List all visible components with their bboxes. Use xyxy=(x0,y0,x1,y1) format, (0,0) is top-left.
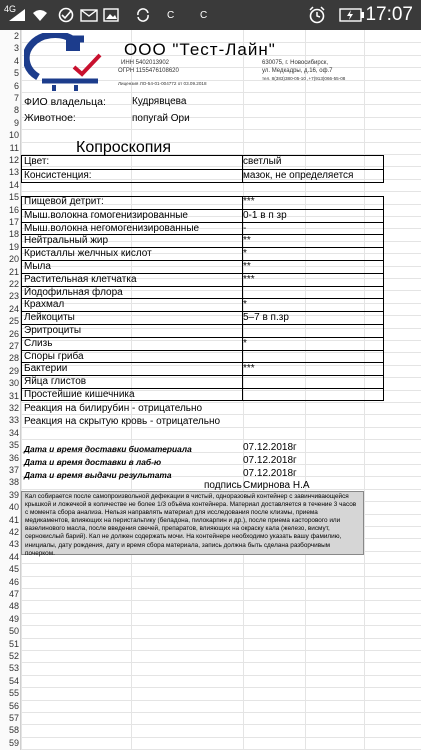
company-inn: ИНН 5402013902 xyxy=(121,60,170,66)
bilirubin-reaction: Реакция на билирубин - отрицательно xyxy=(24,403,203,414)
date-label: Дата и время доставки биоматериала xyxy=(24,444,192,454)
row-number[interactable]: 26 xyxy=(8,328,19,339)
spreadsheet[interactable] xyxy=(0,30,421,750)
result-value[interactable]: *** xyxy=(243,363,255,375)
row-number[interactable]: 48 xyxy=(8,601,19,612)
row-number[interactable]: 37 xyxy=(8,465,19,475)
animal-label: Животное: xyxy=(24,112,76,124)
date-value[interactable]: 07.12.2018г xyxy=(243,468,297,479)
company-address-line2: ул. Медкадры, д.16, оф.7 xyxy=(262,68,333,74)
row-number[interactable]: 16 xyxy=(8,204,19,215)
row-gridline xyxy=(21,687,421,688)
result-value[interactable]: * xyxy=(243,299,247,311)
table-row xyxy=(21,286,384,299)
row-number[interactable]: 7 xyxy=(13,93,19,103)
row-number[interactable]: 4 xyxy=(13,55,19,66)
wifi-icon xyxy=(32,0,48,30)
result-label: Простейшие кишечника xyxy=(24,389,135,400)
color-value[interactable]: светлый xyxy=(243,156,282,167)
row-gridline xyxy=(21,625,421,626)
row-number[interactable]: 50 xyxy=(8,626,19,637)
result-value[interactable]: *** xyxy=(243,273,255,285)
row-number[interactable]: 34 xyxy=(8,427,19,438)
clock: 17:07 xyxy=(365,4,413,25)
row-number[interactable]: 6 xyxy=(13,80,19,91)
company-phone: тел. 8(383)380-05-10 ,+7(913)066-55-08 xyxy=(262,76,346,81)
row-gridline xyxy=(21,576,421,577)
table-row xyxy=(21,222,384,235)
result-value[interactable]: *** xyxy=(243,196,255,207)
page-title: Копроскопия xyxy=(76,139,172,156)
owner-label: ФИО владельца: xyxy=(24,96,106,108)
row-gridline xyxy=(21,129,421,130)
result-label: Слизь xyxy=(24,337,53,349)
mail-icon xyxy=(80,0,98,30)
sberbank-icon xyxy=(58,0,74,30)
company-ogrn: ОГРН 1155476108620 xyxy=(118,68,179,74)
table-row xyxy=(21,350,384,363)
company-address-line1: 630075, г. Новосибирск, xyxy=(262,60,329,66)
row-gridline xyxy=(21,600,421,601)
owner-value[interactable]: Кудрявцева xyxy=(132,96,187,107)
row-number[interactable]: 3 xyxy=(13,43,19,54)
row-number[interactable]: 22 xyxy=(8,279,19,289)
row-gridline xyxy=(21,675,421,676)
row-number[interactable]: 20 xyxy=(8,254,19,265)
row-number[interactable]: 40 xyxy=(8,502,19,513)
row-number[interactable]: 19 xyxy=(8,241,19,252)
battery-icon xyxy=(339,0,365,30)
row-number[interactable]: 29 xyxy=(8,365,19,376)
row-number[interactable]: 24 xyxy=(8,303,19,314)
row-gridline xyxy=(21,662,421,663)
table-row xyxy=(21,324,384,337)
row-gridline xyxy=(21,117,421,118)
c-icon: C xyxy=(200,9,208,21)
company-license: Лицензия ЛО-54-01-004772 от 03.09.2018 xyxy=(118,81,207,86)
result-label: Яйца глистов xyxy=(24,376,87,388)
row-number[interactable]: 31 xyxy=(8,390,19,401)
consistency-value[interactable]: мазок, не определяется xyxy=(243,170,354,181)
table-row xyxy=(21,196,384,209)
company-logo-icon xyxy=(24,33,120,93)
row-number[interactable]: 45 xyxy=(8,564,19,575)
row-number[interactable]: 27 xyxy=(8,341,19,351)
table-row xyxy=(21,362,384,375)
table-row xyxy=(21,311,384,324)
table-row xyxy=(21,298,384,311)
row-number[interactable]: 44 xyxy=(8,551,19,562)
table-row xyxy=(21,388,384,401)
c-icon: C xyxy=(167,9,175,21)
table-row xyxy=(21,273,384,286)
color-label: Цвет: xyxy=(24,156,50,167)
row-number[interactable]: 53 xyxy=(8,663,19,674)
result-label: Лейкоциты xyxy=(24,312,75,324)
row-number[interactable]: 2 xyxy=(13,31,19,41)
result-label: Мыш.волокна негомогенизированные xyxy=(24,222,200,234)
row-number[interactable]: 23 xyxy=(8,291,19,302)
row-number[interactable]: 11 xyxy=(9,142,19,153)
table-row xyxy=(21,375,384,388)
result-label: Кристаллы желчных кислот xyxy=(24,248,152,260)
row-number[interactable]: 55 xyxy=(8,688,19,699)
row-number[interactable]: 38 xyxy=(8,477,19,488)
signature-value[interactable]: Смирнова Н.А xyxy=(243,480,310,491)
row-number[interactable]: 30 xyxy=(8,378,19,389)
date-label: Дата и время доставки в лаб-ю xyxy=(24,457,162,467)
row-number[interactable]: 41 xyxy=(8,514,19,525)
result-label: Нейтральный жир xyxy=(24,235,109,247)
row-number[interactable]: 39 xyxy=(8,489,19,500)
row-gridline xyxy=(21,650,421,651)
row-number[interactable]: 18 xyxy=(8,229,19,240)
row-number[interactable]: 58 xyxy=(8,725,19,736)
row-number[interactable]: 28 xyxy=(8,353,19,364)
row-number[interactable]: 25 xyxy=(8,316,19,327)
row-number[interactable]: 52 xyxy=(8,651,19,661)
result-label: Йодофильная флора xyxy=(24,286,123,298)
animal-value[interactable]: попугай Ори xyxy=(132,113,190,124)
row-number[interactable]: 36 xyxy=(8,452,19,463)
consistency-label: Консистенция: xyxy=(24,170,92,181)
result-value[interactable]: ** xyxy=(243,235,251,247)
signal-icon xyxy=(8,0,26,30)
row-gridline xyxy=(21,712,421,713)
collection-instructions-note: Кал собирается после самопроизвольной дефекации в чистый, одноразовый контейнер с завинчивающейся крышкой и ложечкой в количестве не более 1/3 объёма контейнера. Материал доставляется в течение 3 часов с момента сбора анализа. Нельзя направлять материал для исследования после клизмы, приема медикаментов, влияющих на перистальтику (беладона, пилокарпин и др.), после приема касторового или вазелинового масла, после введения свечей, препаратов, влияющих на окраску кала (железо, висмут, сернокислый барий). Кал не должен содержать мочи. На контейнере необходимо указать вашу фамилию, инициалы, дату рождения, дату и время сбора материала, запись должна быть сделана разборчивым почерком. xyxy=(21,491,364,555)
row-number[interactable]: 56 xyxy=(8,700,19,711)
sync-icon xyxy=(136,0,150,30)
row-number[interactable]: 43 xyxy=(8,539,19,550)
row-number[interactable]: 33 xyxy=(8,415,19,426)
signature-label: подпись xyxy=(204,480,242,491)
row-number[interactable]: 35 xyxy=(8,440,19,451)
image-icon xyxy=(103,0,119,30)
row-gridline xyxy=(21,588,421,589)
row-number[interactable]: 42 xyxy=(8,527,19,537)
result-label: Крахмал xyxy=(24,299,65,311)
result-value[interactable]: * xyxy=(243,248,247,260)
date-value[interactable]: 07.12.2018г xyxy=(243,455,297,466)
result-value[interactable]: 5–7 в п.зр xyxy=(243,312,289,324)
table-row xyxy=(21,209,384,222)
row-number[interactable]: 5 xyxy=(13,68,19,79)
row-number[interactable]: 21 xyxy=(8,266,19,277)
table-row xyxy=(21,247,384,260)
row-number[interactable]: 57 xyxy=(8,713,19,723)
row-gridline xyxy=(21,724,421,725)
table-row xyxy=(21,260,384,273)
row-number[interactable]: 47 xyxy=(8,589,19,599)
row-number[interactable]: 54 xyxy=(8,675,19,686)
result-label: Бактерии xyxy=(24,363,68,375)
row-number[interactable]: 12 xyxy=(8,155,19,165)
network-type: 4G xyxy=(4,4,17,14)
row-number[interactable]: 15 xyxy=(8,192,19,203)
result-value[interactable]: ** xyxy=(243,261,251,272)
row-number[interactable]: 49 xyxy=(8,613,19,624)
row-number[interactable]: 32 xyxy=(8,403,19,413)
row-number[interactable]: 13 xyxy=(8,167,19,178)
result-label: Мыш.волокна гомогенизированные xyxy=(24,209,188,221)
occult-blood-reaction: Реакция на скрытую кровь - отрицательно xyxy=(24,416,221,427)
alarm-icon xyxy=(308,0,326,30)
row-number[interactable]: 17 xyxy=(8,217,19,227)
row-gridline xyxy=(21,638,421,639)
result-label: Мыла xyxy=(24,261,51,272)
row-number[interactable]: 14 xyxy=(8,179,19,190)
result-label: Споры гриба xyxy=(24,350,84,362)
row-number[interactable]: 8 xyxy=(13,105,19,116)
result-label: Растительная клетчатка xyxy=(24,273,137,285)
result-value[interactable]: 0-1 в п зр xyxy=(243,209,287,221)
table-row xyxy=(21,337,384,350)
row-gridline xyxy=(21,563,421,564)
table-row xyxy=(21,234,384,247)
result-value[interactable]: * xyxy=(243,337,247,349)
result-value[interactable]: - xyxy=(243,222,247,234)
row-gridline xyxy=(21,613,421,614)
date-value[interactable]: 07.12.2018г xyxy=(243,442,297,453)
result-label: Пищевой детрит: xyxy=(24,196,104,207)
row-gridline xyxy=(21,737,421,738)
row-gridline xyxy=(21,439,421,440)
date-label: Дата и время выдачи результата xyxy=(24,470,172,480)
row-number[interactable]: 59 xyxy=(8,737,19,748)
row-gridline xyxy=(21,191,421,192)
result-label: Эритроциты xyxy=(24,325,82,336)
status-bar xyxy=(0,0,421,30)
row-number[interactable]: 51 xyxy=(8,638,19,649)
row-number[interactable]: 10 xyxy=(8,130,19,141)
row-number[interactable]: 46 xyxy=(8,576,19,587)
row-gridline xyxy=(21,700,421,701)
company-name: ООО "Тест-Лайн" xyxy=(124,40,276,59)
row-number[interactable]: 9 xyxy=(13,117,19,128)
